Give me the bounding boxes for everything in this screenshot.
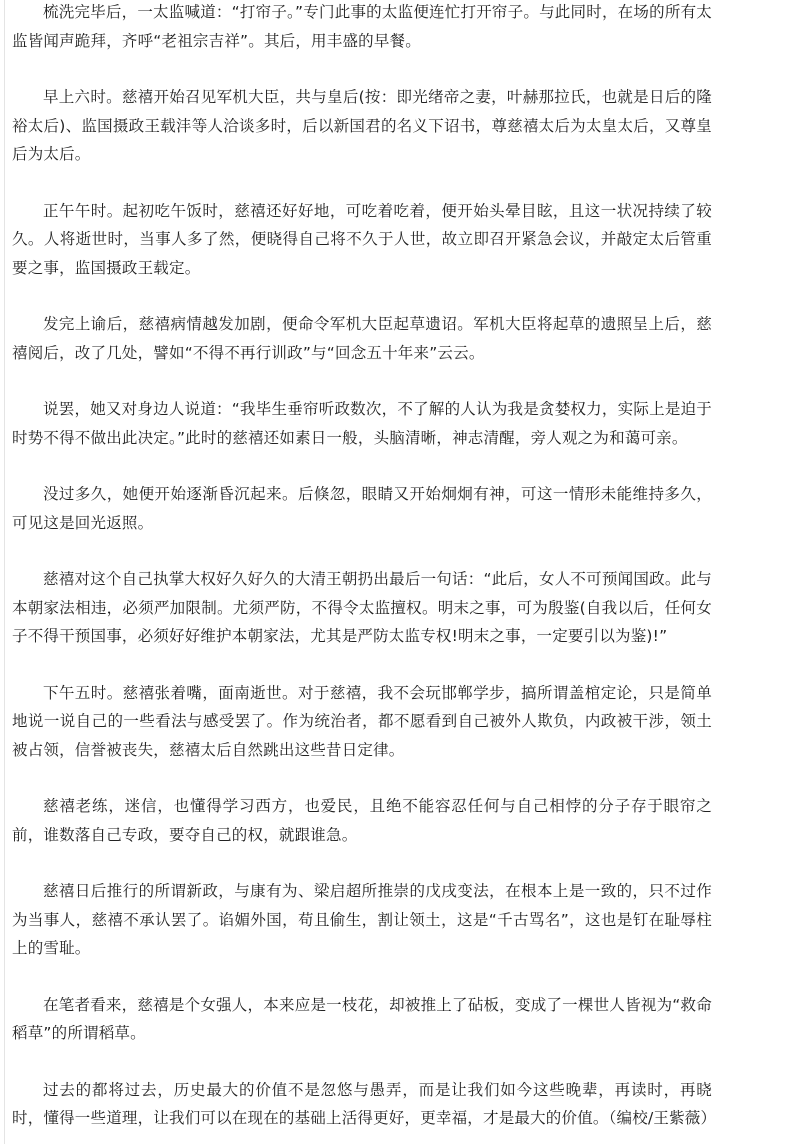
paragraph-9: 慈禧老练，迷信，也懂得学习西方，也爱民，且绝不能容忍任何与自己相悖的分子存于眼帘之前，谁数落自己专政，要夺自己的权，就跟谁急。 [12,797,712,844]
paragraph-1: 梳洗完毕后，一太监喊道：“打帘子。”专门此事的太监便连忙打开帘子。与此同时，在场的所有太监皆闻声跪拜，齐呼“老祖宗吉祥”。其后，用丰盛的早餐。 [12,3,712,50]
paragraph-4: 发完上谕后，慈禧病情越发加剧，便命令军机大臣起草遗诏。军机大臣将起草的遗照呈上后，慈禧阅后，改了几处，譬如“不得不再行训政”与“回念五十年来”云云。 [12,315,712,362]
paragraph-10: 慈禧日后推行的所谓新政，与康有为、梁启超所推崇的戊戌变法，在根本上是一致的，只不过作为当事人，慈禧不承认罢了。谄媚外国，苟且偷生，割让领土，这是“千古骂名”，这也是钉在耻辱柱上的雪耻。 [12,882,712,957]
paragraph-8: 下午五时。慈禧张着嘴，面南逝世。对于慈禧，我不会玩邯郸学步，搞所谓盖棺定论，只是简单地说一说自己的一些看法与感受罢了。作为统治者，都不愿看到自己被外人欺负，内政被干涉，领土被占领，信誉被丧失，慈禧太后自然跳出这些昔日定律。 [12,683,712,759]
paragraph-2: 早上六时。慈禧开始召见军机大臣，共与皇后(按：即光绪帝之妻，叶赫那拉氏，也就是日后的隆裕太后)、监国摄政王载沣等人洽谈多时，后以新国君的名义下诏书，尊慈禧太后为太皇太后，又尊皇后为太后。 [12,88,712,163]
paragraph-12: 过去的都将过去，历史最大的价值不是忽悠与愚弄，而是让我们如今这些晚辈，再读时，再晓时，懂得一些道理，让我们可以在现在的基础上活得更好，更幸福，才是最大的价值。（编校/王紫薇） [12,1080,717,1127]
article-body [12,0,717,1133]
paragraph-7: 慈禧对这个自己执掌大权好久好久的大清王朝扔出最后一句话：“此后，女人不可预闻国政。此与本朝家法相违，必须严加限制。尤须严防，不得令太监擅权。明末之事，可为殷鉴(自我以后，任何女子不得干预国事，必须好好维护本朝家法，尤其是严防太监专权!明末之事，一定要引以为鉴)!” [12,570,712,645]
paragraph-5: 说罢，她又对身边人说道：“我毕生垂帘听政数次，不了解的人认为我是贪婪权力，实际上是迫于时势不得不做出此决定。”此时的慈禧还如素日一般，头脑清晰，神志清醒，旁人观之为和蔼可亲。 [12,400,712,447]
left-border-rule [4,0,5,1144]
paragraph-3: 正午午时。起初吃午饭时，慈禧还好好地，可吃着吃着，便开始头晕目眩，且这一状况持续了较久。人将逝世时，当事人多了然，便晓得自己将不久于人世，故立即召开紧急会议，并敲定太后管重要之事，监国摄政王载定。 [12,201,712,277]
paragraph-6: 没过多久，她便开始逐渐昏沉起来。后倏忽，眼睛又开始炯炯有神，可这一情形未能维持多久，可见这是回光返照。 [12,485,712,532]
paragraph-11: 在笔者看来，慈禧是个女强人，本来应是一枝花，却被推上了砧板，变成了一棵世人皆视为“救命稻草”的所谓稻草。 [12,995,712,1042]
